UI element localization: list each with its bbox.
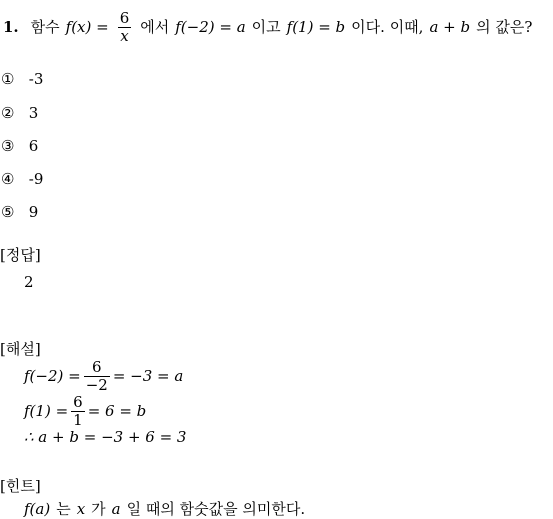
choice-value: 9	[28, 203, 39, 221]
explanation-line-1	[24, 359, 183, 393]
choice-4[interactable]	[1, 172, 43, 187]
question-tail: 이다. 이때,	[351, 17, 424, 36]
hint-x: x	[76, 500, 86, 518]
condition-1: f(−2) = a	[175, 17, 246, 36]
question-expression: a + b	[429, 17, 471, 36]
choice-2[interactable]	[1, 106, 38, 121]
line1-lhs: f(−2) =	[24, 366, 81, 385]
question	[3, 10, 532, 44]
choice-marker: ②	[1, 104, 15, 122]
choice-5[interactable]	[1, 205, 38, 220]
choice-3[interactable]	[1, 139, 38, 154]
choice-value: -9	[28, 170, 44, 188]
explanation-line-3: ∴ a + b = −3 + 6 = 3	[24, 428, 187, 446]
choice-marker: ④	[1, 170, 15, 188]
question-end: 의 값은?	[476, 17, 533, 36]
hint-text	[24, 502, 305, 517]
line1-numerator: 6	[92, 358, 102, 376]
explanation-label: [해설]	[0, 340, 41, 358]
choice-value: 6	[28, 137, 39, 155]
line2-fraction	[71, 394, 85, 428]
question-number: 1.	[3, 17, 19, 36]
hint-label: [힌트]	[0, 477, 41, 495]
line1-rhs: = −3 = a	[112, 366, 184, 385]
answer-label: [정답]	[0, 246, 41, 264]
explanation-line-2	[24, 394, 146, 428]
choice-value: 3	[28, 104, 39, 122]
question-mid1: 에서	[140, 17, 170, 36]
answer-value: 2	[24, 273, 34, 291]
choice-marker: ③	[1, 137, 15, 155]
choice-marker: ①	[1, 70, 15, 88]
condition-2: f(1) = b	[286, 17, 346, 36]
question-intro: 함수	[30, 17, 60, 36]
line1-fraction	[84, 359, 110, 393]
hint-fa: f(a)	[24, 500, 51, 518]
line2-denominator: 1	[73, 410, 83, 429]
function-fraction	[118, 10, 132, 44]
function-lhs: f(x) =	[65, 17, 109, 36]
fraction-denominator: x	[120, 26, 129, 45]
line2-numerator: 6	[73, 393, 83, 411]
hint-t2: 가	[91, 500, 106, 518]
choice-value: -3	[28, 70, 44, 88]
line1-denominator: −2	[85, 375, 108, 394]
hint-t3: 일 때의 함숫값을 의미한다.	[126, 500, 306, 518]
choice-marker: ⑤	[1, 203, 15, 221]
hint-t1: 는	[56, 500, 71, 518]
choice-1[interactable]	[1, 72, 43, 87]
hint-a: a	[111, 500, 121, 518]
line2-rhs: = 6 = b	[87, 401, 147, 420]
line2-lhs: f(1) =	[24, 401, 69, 420]
fraction-numerator: 6	[119, 9, 130, 27]
question-mid2: 이고	[251, 17, 281, 36]
